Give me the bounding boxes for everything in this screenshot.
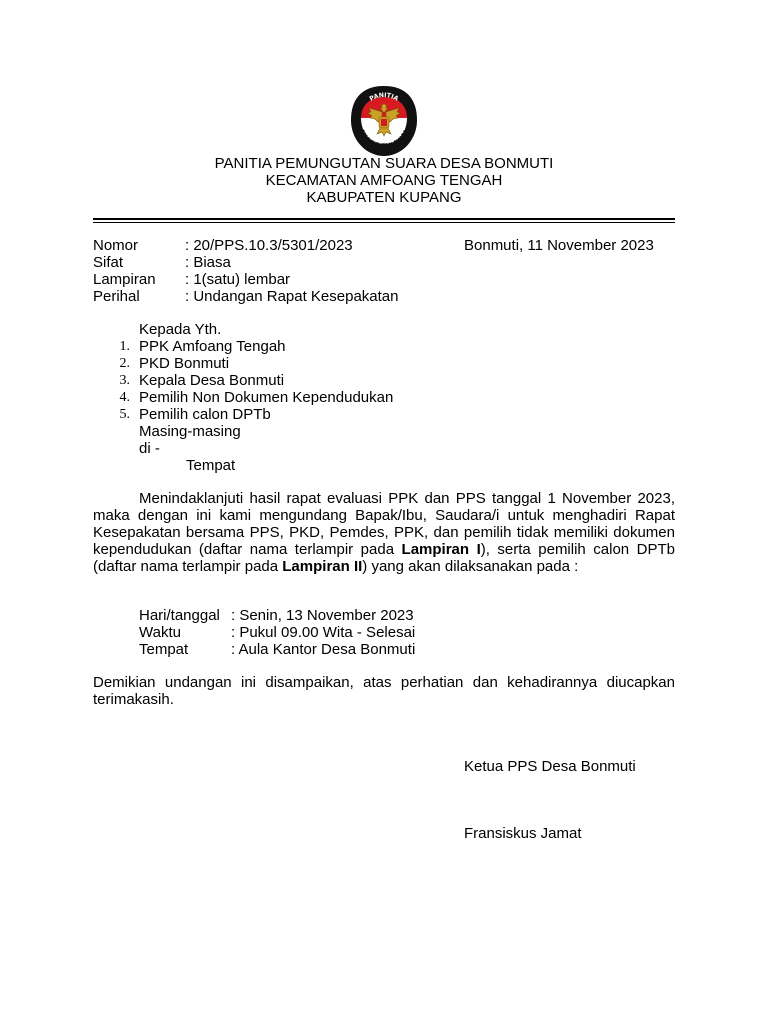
sifat-label: Sifat: [93, 254, 124, 271]
recipient-number: 2.: [119, 356, 130, 371]
body-text-2: ), serta pemilih calon DPTb (daftar nama terlampir pada: [93, 541, 675, 575]
header-line-2: KECAMATAN AMFOANG TENGAH: [265, 172, 503, 189]
recipient-greeting: Kepada Yth.: [139, 321, 222, 338]
recipient-number: 1.: [119, 339, 130, 354]
recipient-tempat: Tempat: [186, 457, 236, 474]
place-date: Bonmuti, 11 November 2023: [464, 237, 654, 254]
body-text-3: ) yang akan dilaksanakan pada :: [362, 558, 579, 575]
closing-paragraph: Demikian undangan ini disampaikan, atas perhatian dan kehadirannya diucapkan terimakasih.: [93, 674, 675, 708]
recipient-item: Pemilih calon DPTb: [139, 406, 271, 423]
recipient-di: di -: [139, 440, 160, 457]
recipient-item: PKD Bonmuti: [139, 355, 230, 372]
perihal-value: : Undangan Rapat Kesepakatan: [185, 288, 399, 305]
sifat-value: : Biasa: [185, 254, 231, 271]
nomor-label: Nomor: [93, 237, 139, 254]
body-text-1: Menindaklanjuti hasil rapat evaluasi PPK dan PPS tanggal 1 November 2023, maka dengan ini kami mengundang Bapak/Ibu, Saudara/i untuk menghadiri Rapat Kesepakatan bersama PPS, PKD, Pemdes, PPK, dan pemilih tidak memiliki dokumen kependudukan (daftar nama terlampir pada: [93, 490, 675, 558]
schedule-waktu-label: Waktu: [139, 624, 181, 641]
lampiran-value: : 1(satu) lembar: [185, 271, 291, 288]
header-line-1: PANITIA PEMUNGUTAN SUARA DESA BONMUTI: [214, 155, 554, 172]
recipient-item: PPK Amfoang Tengah: [139, 338, 286, 355]
emblem-shield-center: [381, 119, 387, 126]
schedule-hari-label: Hari/tanggal: [139, 607, 220, 624]
logo-arc-bottom-text: PEMUNGUTAN SUARA: [358, 128, 410, 150]
body-bold-lampiran-1: Lampiran I: [401, 541, 481, 558]
header-rule-thin: [93, 222, 675, 223]
schedule-hari-value: : Senin, 13 November 2023: [231, 607, 414, 624]
header-rule-thick: [93, 218, 675, 220]
recipient-number: 4.: [119, 390, 130, 405]
nomor-value: : 20/PPS.10.3/5301/2023: [185, 237, 353, 254]
schedule-tempat-label: Tempat: [139, 641, 189, 658]
schedule-waktu-value: : Pukul 09.00 Wita - Selesai: [231, 624, 416, 641]
recipient-number: 5.: [119, 407, 130, 422]
perihal-label: Perihal: [93, 288, 140, 305]
logo-arc-top-text: PANITIA: [368, 91, 400, 103]
recipient-number: 3.: [119, 373, 130, 388]
body-bold-lampiran-2: Lampiran II: [282, 558, 363, 575]
recipient-item: Pemilih Non Dokumen Kependudukan: [139, 389, 394, 406]
body-paragraph: [93, 490, 675, 575]
recipient-item: Kepala Desa Bonmuti: [139, 372, 285, 389]
signature-name: Fransiskus Jamat: [464, 825, 582, 842]
kpu-logo: [349, 84, 419, 158]
header-line-3: KABUPATEN KUPANG: [306, 189, 462, 206]
signature-title: Ketua PPS Desa Bonmuti: [464, 758, 636, 775]
lampiran-label: Lampiran: [93, 271, 156, 288]
recipient-masing: Masing-masing: [139, 423, 241, 440]
schedule-tempat-value: : Aula Kantor Desa Bonmuti: [231, 641, 416, 658]
